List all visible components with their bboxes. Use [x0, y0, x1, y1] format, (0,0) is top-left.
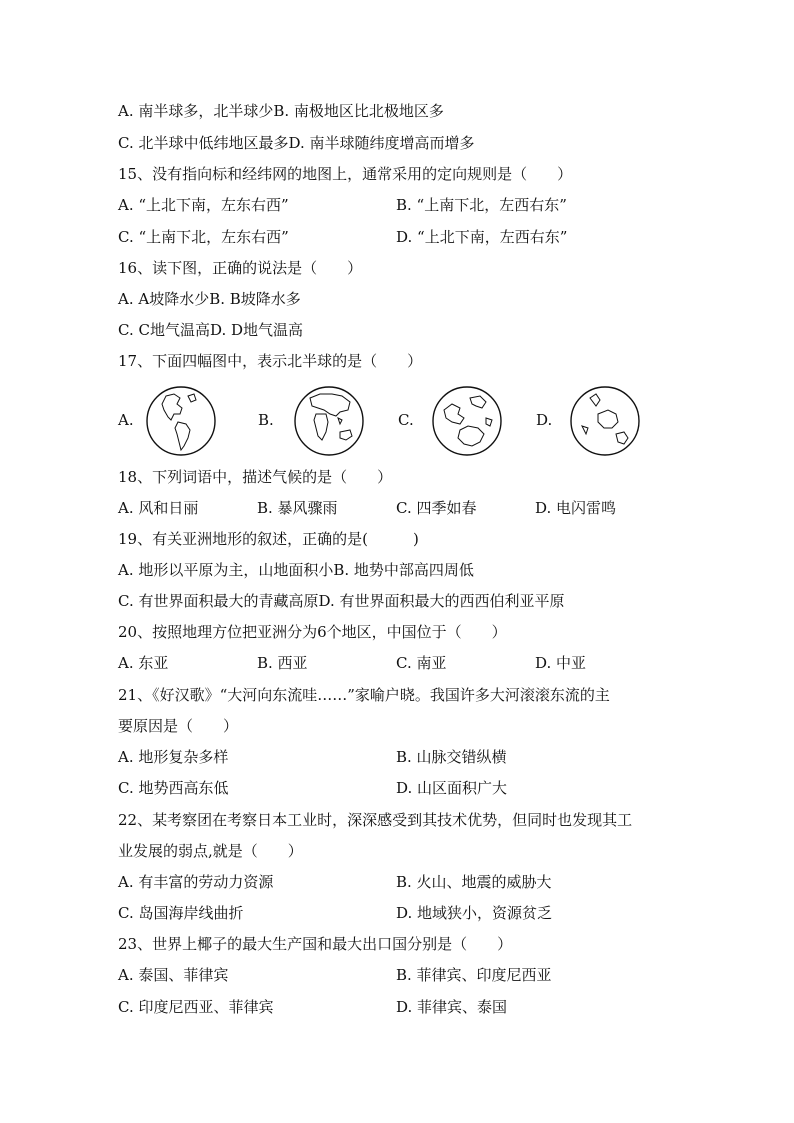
q20-option-c: C. 南亚 — [396, 654, 447, 672]
q17-option-b-label: B. — [258, 411, 274, 429]
q21-option-c: C. 地势西高东低 — [118, 779, 229, 797]
q17-globe-options — [118, 384, 678, 456]
q14-options-ab: A. 南半球多，北半球少B. 南极地区比北极地区多 — [118, 102, 444, 120]
q15-option-d: D. “上北下南，左西右东” — [396, 228, 568, 246]
q17-option-d-label: D. — [536, 411, 553, 429]
q14-options-cd: C. 北半球中低纬地区最多D. 南半球随纬度增高而增多 — [118, 134, 475, 152]
question-16: 16、读下图，正确的说法是（ ） — [118, 259, 363, 277]
q16-options-ab: A. A坡降水少B. B坡降水多 — [118, 290, 301, 308]
q17-option-a-label: A. — [118, 411, 134, 429]
q23-option-a: A. 泰国、菲律宾 — [118, 966, 229, 984]
q23-option-d: D. 菲律宾、泰国 — [396, 998, 508, 1016]
q20-option-b: B. 西亚 — [257, 654, 308, 672]
q20-option-d: D. 中亚 — [535, 654, 587, 672]
question-17: 17、下面四幅图中，表示北半球的是（ ） — [118, 352, 423, 370]
polar-view-globe-c — [430, 384, 504, 458]
q19-options-ab: A. 地形以平原为主，山地面积小B. 地势中部高四周低 — [118, 561, 474, 579]
q17-option-c-label: C. — [398, 411, 414, 429]
q19-options-cd: C. 有世界面积最大的青藏高原D. 有世界面积最大的西西伯利亚平原 — [118, 592, 565, 610]
q18-option-c: C. 四季如春 — [396, 499, 477, 517]
q22-option-d: D. 地域狭小，资源贫乏 — [396, 904, 553, 922]
q23-option-b: B. 菲律宾、印度尼西亚 — [396, 966, 552, 984]
question-22-line-1: 22、某考察团在考察日本工业时，深深感受到其技术优势，但同时也发现其工 — [118, 811, 633, 829]
q15-option-c: C. “上南下北，左东右西” — [118, 228, 289, 246]
q21-option-d: D. 山区面积广大 — [396, 779, 508, 797]
q23-option-c: C. 印度尼西亚、菲律宾 — [118, 998, 274, 1016]
question-22-line-2: 业发展的弱点,就是（ ） — [118, 842, 303, 860]
q18-option-d: D. 电闪雷鸣 — [535, 499, 617, 517]
question-15: 15、没有指向标和经纬网的地图上，通常采用的定向规则是（ ） — [118, 165, 573, 183]
q22-option-b: B. 火山、地震的威胁大 — [396, 873, 552, 891]
question-23: 23、世界上椰子的最大生产国和最大出口国分别是（ ） — [118, 935, 513, 953]
q18-option-b: B. 暴风骤雨 — [257, 499, 338, 517]
question-20: 20、按照地理方位把亚洲分为6个地区，中国位于（ ） — [118, 623, 507, 641]
eastern-hemisphere-globe — [292, 384, 366, 458]
q22-option-a: A. 有丰富的劳动力资源 — [118, 873, 274, 891]
question-21-line-1: 21、《好汉歌》“大河向东流哇……”家喻户晓。我国许多大河滚滚东流的主 — [118, 686, 610, 704]
question-18: 18、下列词语中，描述气候的是（ ） — [118, 468, 393, 486]
question-19: 19、有关亚洲地形的叙述，正确的是( ) — [118, 530, 419, 548]
polar-view-globe-d — [568, 384, 642, 458]
western-hemisphere-globe — [144, 384, 218, 458]
question-21-line-2: 要原因是（ ） — [118, 717, 239, 735]
q22-option-c: C. 岛国海岸线曲折 — [118, 904, 244, 922]
q15-option-a: A. “上北下南，左东右西” — [118, 196, 289, 214]
q18-option-a: A. 风和日丽 — [118, 499, 199, 517]
q15-option-b: B. “上南下北，左西右东” — [396, 196, 567, 214]
q16-options-cd: C. C地气温高D. D地气温高 — [118, 321, 304, 339]
q21-option-a: A. 地形复杂多样 — [118, 748, 229, 766]
q20-option-a: A. 东亚 — [118, 654, 169, 672]
q21-option-b: B. 山脉交错纵横 — [396, 748, 507, 766]
